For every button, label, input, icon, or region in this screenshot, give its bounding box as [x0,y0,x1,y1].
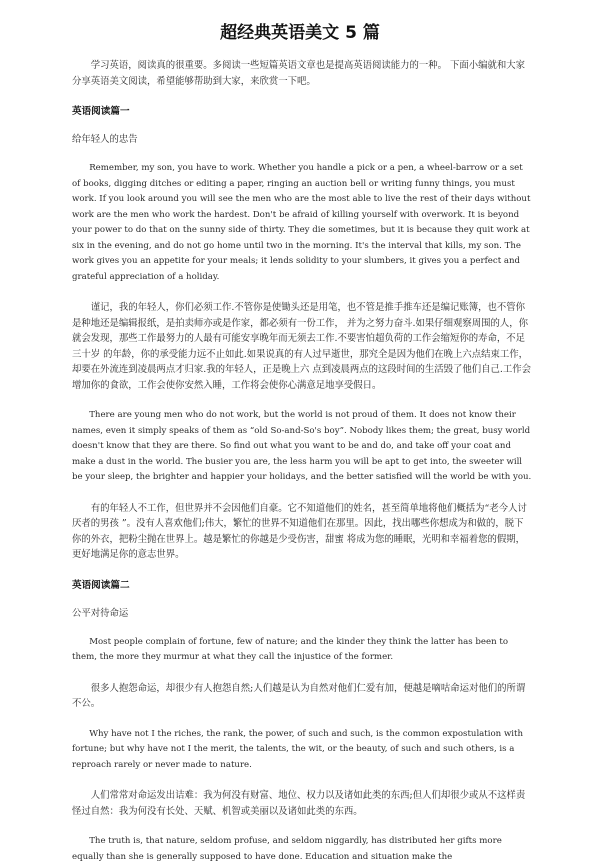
section-1-paragraph-2-en: There are young men who do not work, but the world is not proud of them. It does not know their names, even it simply speaks of them as “old So-and-So's boy”. Nobody likes them; the great, busy world doesn't know that they are there. So find out what you want to be and do, and take off your coat and make a dust in the world. The busier you are, the less harm you will be apt to get into, the sweeter will be your sleep, the brighter and happier your holidays, and the better satisfied will the world be with you. [72,410,532,482]
section-2-subtitle: 公平对待命运 [72,607,129,619]
intro-paragraph: 学习英语，阅读真的很重要。多阅读一些短篇英语文章也是提高英语阅读能力的一种。 下面小编就和大家分享英语美文阅读，希望能够帮助到大家，来欣赏一下吧。 [72,60,526,87]
document-body [72,58,532,865]
section-1-paragraph-1-en: Remember, my son, you have to work. Whether you handle a pick or a pen, a wheel-barrow or a set of books, digging ditches or editing a paper, ringing an auction bell or writing funny things, you must work. If you look around you will see the men who are the most able to live the rest of their days without work are the men who work the hardest. Don't be afraid of killing yourself with overwork. It is beyond your power to do that on the sunny side of thirty. They die sometimes, but it is because they quit work at six in the evening, and do not go home until two in the morning. It's the interval that kills, my son. The work gives you an appetite for your meals; it lends solidity to your slumbers, it gives you a perfect and grateful appreciation of a holiday. [72,163,531,282]
section-2-paragraph-1-zh: 很多人抱怨命运，却很少有人抱怨自然;人们越是认为自然对他们仁爱有加，便越是嘀咕命运对他们的所谓不公。 [72,682,526,709]
section-2-paragraph-3-en: The truth is, that nature, seldom profuse, and seldom niggardly, has distributed her gifts more equally than she is generally supposed to have done. Education and situation make the [72,836,502,862]
document-title: 超经典英语美文 5 篇 [220,23,380,43]
section-1-subtitle: 给年轻人的忠告 [72,134,138,145]
section-1-paragraph-1-zh: 谨记，我的年轻人，你们必须工作.不管你是使锄头还是用笔，也不管是推手推车还是编记账簿，也不管你是种地还是编辑报纸，是拍卖师亦或是作家，都必须有一份工作， 并为之努力奋斗.如果仔细观察周围的人，你就会发现，那些工作最努力的人最有可能安享晚年而无须去工作.不要害怕超负荷的工作会缩短你的寿命，不足三十岁 的年龄，你的承受能力远不止如此.如果说真的有人过早逝世，那究全是因为他们在晚上六点结束工作，却要在外流连到凌晨两点才归家.我的年轻人，正是晚上六 点到凌晨两点的这段时间的生活毁了他们自己.工作会增加你的食欲，工作会使你安然入睡，工作将会使你心满意足地享受假日。 [72,302,531,391]
section-2-heading: 英语阅读篇二 [72,579,130,591]
section-2-paragraph-1-en: Most people complain of fortune, few of nature; and the kinder they think the latter has been to them, the more they murmur at what they call the injustice of the former. [72,636,508,662]
section-1-paragraph-2-zh: 有的年轻人不工作，但世界并不会因他们自豪。它不知道他们的姓名，甚至简单地将他们概括为“老今人讨厌者的男孩 ”。没有人喜欢他们;伟大，繁忙的世界不知道他们在那里。因此，找出哪些你想成为和做的，脱下你的外衣，把粉尘抛在世界上。越是繁忙的你越是少受伤害，甜蜜 将成为您的睡眠，光明和幸福着您的假期，更好地满足你的意志世界。 [72,502,527,560]
section-2-paragraph-2-en: Why have not I the riches, the rank, the power, of such and such, is the common expostulation with fortune; but why have not I the merit, the talents, the wit, or the beauty, of such and such others, is a reproach rarely or never made to nature. [72,728,524,770]
section-1-heading: 英语阅读篇一 [72,106,130,117]
section-2-paragraph-2-zh: 人们常常对命运发出诘难：我为何没有财富、地位、权力以及诸如此类的东西;但人们却很少或从不这样责怪过自然：我为何没有长处、天赋、机智或美丽以及诸如此类的东西。 [72,790,526,817]
